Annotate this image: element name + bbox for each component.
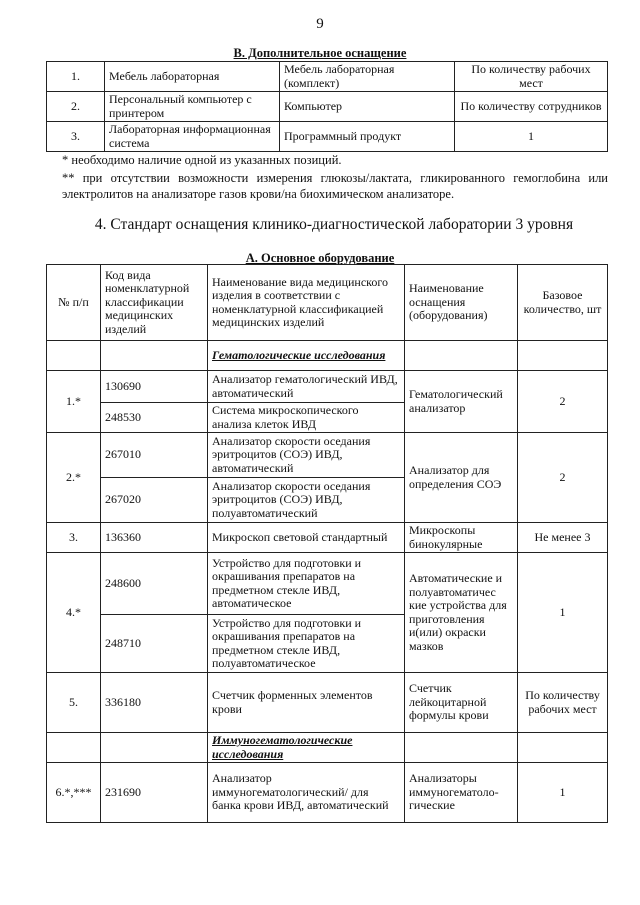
group-row (47, 341, 608, 371)
row-qty: По количеству рабочих мест (518, 673, 608, 733)
row-equipment: Программный продукт (280, 122, 455, 152)
row-equipment: Анализатор для определения СОЭ (405, 433, 518, 523)
header-name: Наименование вида медицинского изделия в соответствии с номенклатурной классификацией медицинских изделий (208, 265, 405, 341)
row-equipment: Анализаторы иммуногематоло- гические (405, 763, 518, 823)
row-code: 336180 (101, 673, 208, 733)
row-num: 4.* (47, 553, 101, 673)
row-equipment: Мебель лабораторная (комплект) (280, 62, 455, 92)
group-label: Иммуногематологические исследования (208, 733, 405, 763)
header-qty: Базовое количество, шт (518, 265, 608, 341)
table-row (47, 62, 608, 92)
row-name: Устройство для подготовки и окрашивания препаратов на предметном стекле ИВД, автоматическое (208, 553, 405, 615)
row-name: Анализатор скорости оседания эритроцитов (СОЭ) ИВД, полуавтоматический (208, 478, 405, 523)
row-equipment: Счетчик лейкоцитарной формулы крови (405, 673, 518, 733)
table-row (47, 523, 608, 553)
header-code: Код вида номенклатурной классификации медицинских изделий (101, 265, 208, 341)
section-b-caption: В. Дополнительное оснащение (233, 46, 407, 60)
row-name: Устройство для подготовки и окрашивания препаратов на предметном стекле ИВД, полуавтоматическое (208, 615, 405, 673)
row-code: 267010 (101, 433, 208, 478)
row-num: 3. (47, 523, 101, 553)
row-equipment: Микроскопы бинокулярные (405, 523, 518, 553)
table-row (47, 553, 608, 615)
section-a-caption: А. Основное оборудование (245, 251, 395, 265)
row-code: 267020 (101, 478, 208, 523)
row-num: 2. (47, 92, 105, 122)
row-code: 130690 (101, 371, 208, 403)
row-name: Анализатор гематологический ИВД, автоматический (208, 371, 405, 403)
row-code: 248710 (101, 615, 208, 673)
row-num: 6.*,*** (47, 763, 101, 823)
section-heading: 4. Стандарт оснащения клинико-диагностической лаборатории 3 уровня (94, 216, 574, 233)
row-code: 248600 (101, 553, 208, 615)
footnote-2: ** при отсутствии возможности измерения глюкозы/лактата, гликированного гемоглобина или электролитов на анализаторе газов крови/на биохимическом анализаторе. (62, 171, 608, 201)
page-number: 9 (316, 16, 324, 32)
row-equipment: Гематологический анализатор (405, 371, 518, 433)
row-name: Система микроскопического анализа клеток ИВД (208, 403, 405, 433)
row-qty: 1 (518, 763, 608, 823)
section-a-table (46, 264, 608, 823)
header-equipment: Наименование оснащения (оборудования) (405, 265, 518, 341)
group-label: Гематологические исследования (208, 341, 405, 371)
row-equipment: Автоматические и полуавтоматичес кие устройства для приготовления и(или) окраски мазков (405, 553, 518, 673)
row-qty: По количеству сотрудников (455, 92, 608, 122)
table-row (47, 433, 608, 478)
footnote-1: * необходимо наличие одной из указанных позиций. (62, 153, 342, 167)
row-qty: 2 (518, 371, 608, 433)
row-num: 1.* (47, 371, 101, 433)
table-row (47, 673, 608, 733)
row-qty: 2 (518, 433, 608, 523)
group-row (47, 733, 608, 763)
row-qty: 1 (518, 553, 608, 673)
row-qty: По количеству рабочих мест (455, 62, 608, 92)
row-code: 231690 (101, 763, 208, 823)
row-num: 1. (47, 62, 105, 92)
row-name: Лабораторная информационная система (105, 122, 280, 152)
row-name: Микроскоп световой стандартный (208, 523, 405, 553)
row-name: Счетчик форменных элементов крови (208, 673, 405, 733)
row-name: Мебель лабораторная (105, 62, 280, 92)
row-num: 3. (47, 122, 105, 152)
row-code: 248530 (101, 403, 208, 433)
header-num: № п/п (47, 265, 101, 341)
table-row (47, 122, 608, 152)
row-qty: Не менее 3 (518, 523, 608, 553)
table-row (47, 371, 608, 403)
table-row (47, 92, 608, 122)
table-row (47, 763, 608, 823)
row-num: 2.* (47, 433, 101, 523)
row-name: Анализатор иммуногематологический/ для банка крови ИВД, автоматический (208, 763, 405, 823)
row-name: Анализатор скорости оседания эритроцитов (СОЭ) ИВД, автоматический (208, 433, 405, 478)
row-qty: 1 (455, 122, 608, 152)
row-num: 5. (47, 673, 101, 733)
section-b-table (46, 61, 608, 152)
table-header-row (47, 265, 608, 341)
row-name: Персональный компьютер с принтером (105, 92, 280, 122)
row-code: 136360 (101, 523, 208, 553)
row-equipment: Компьютер (280, 92, 455, 122)
